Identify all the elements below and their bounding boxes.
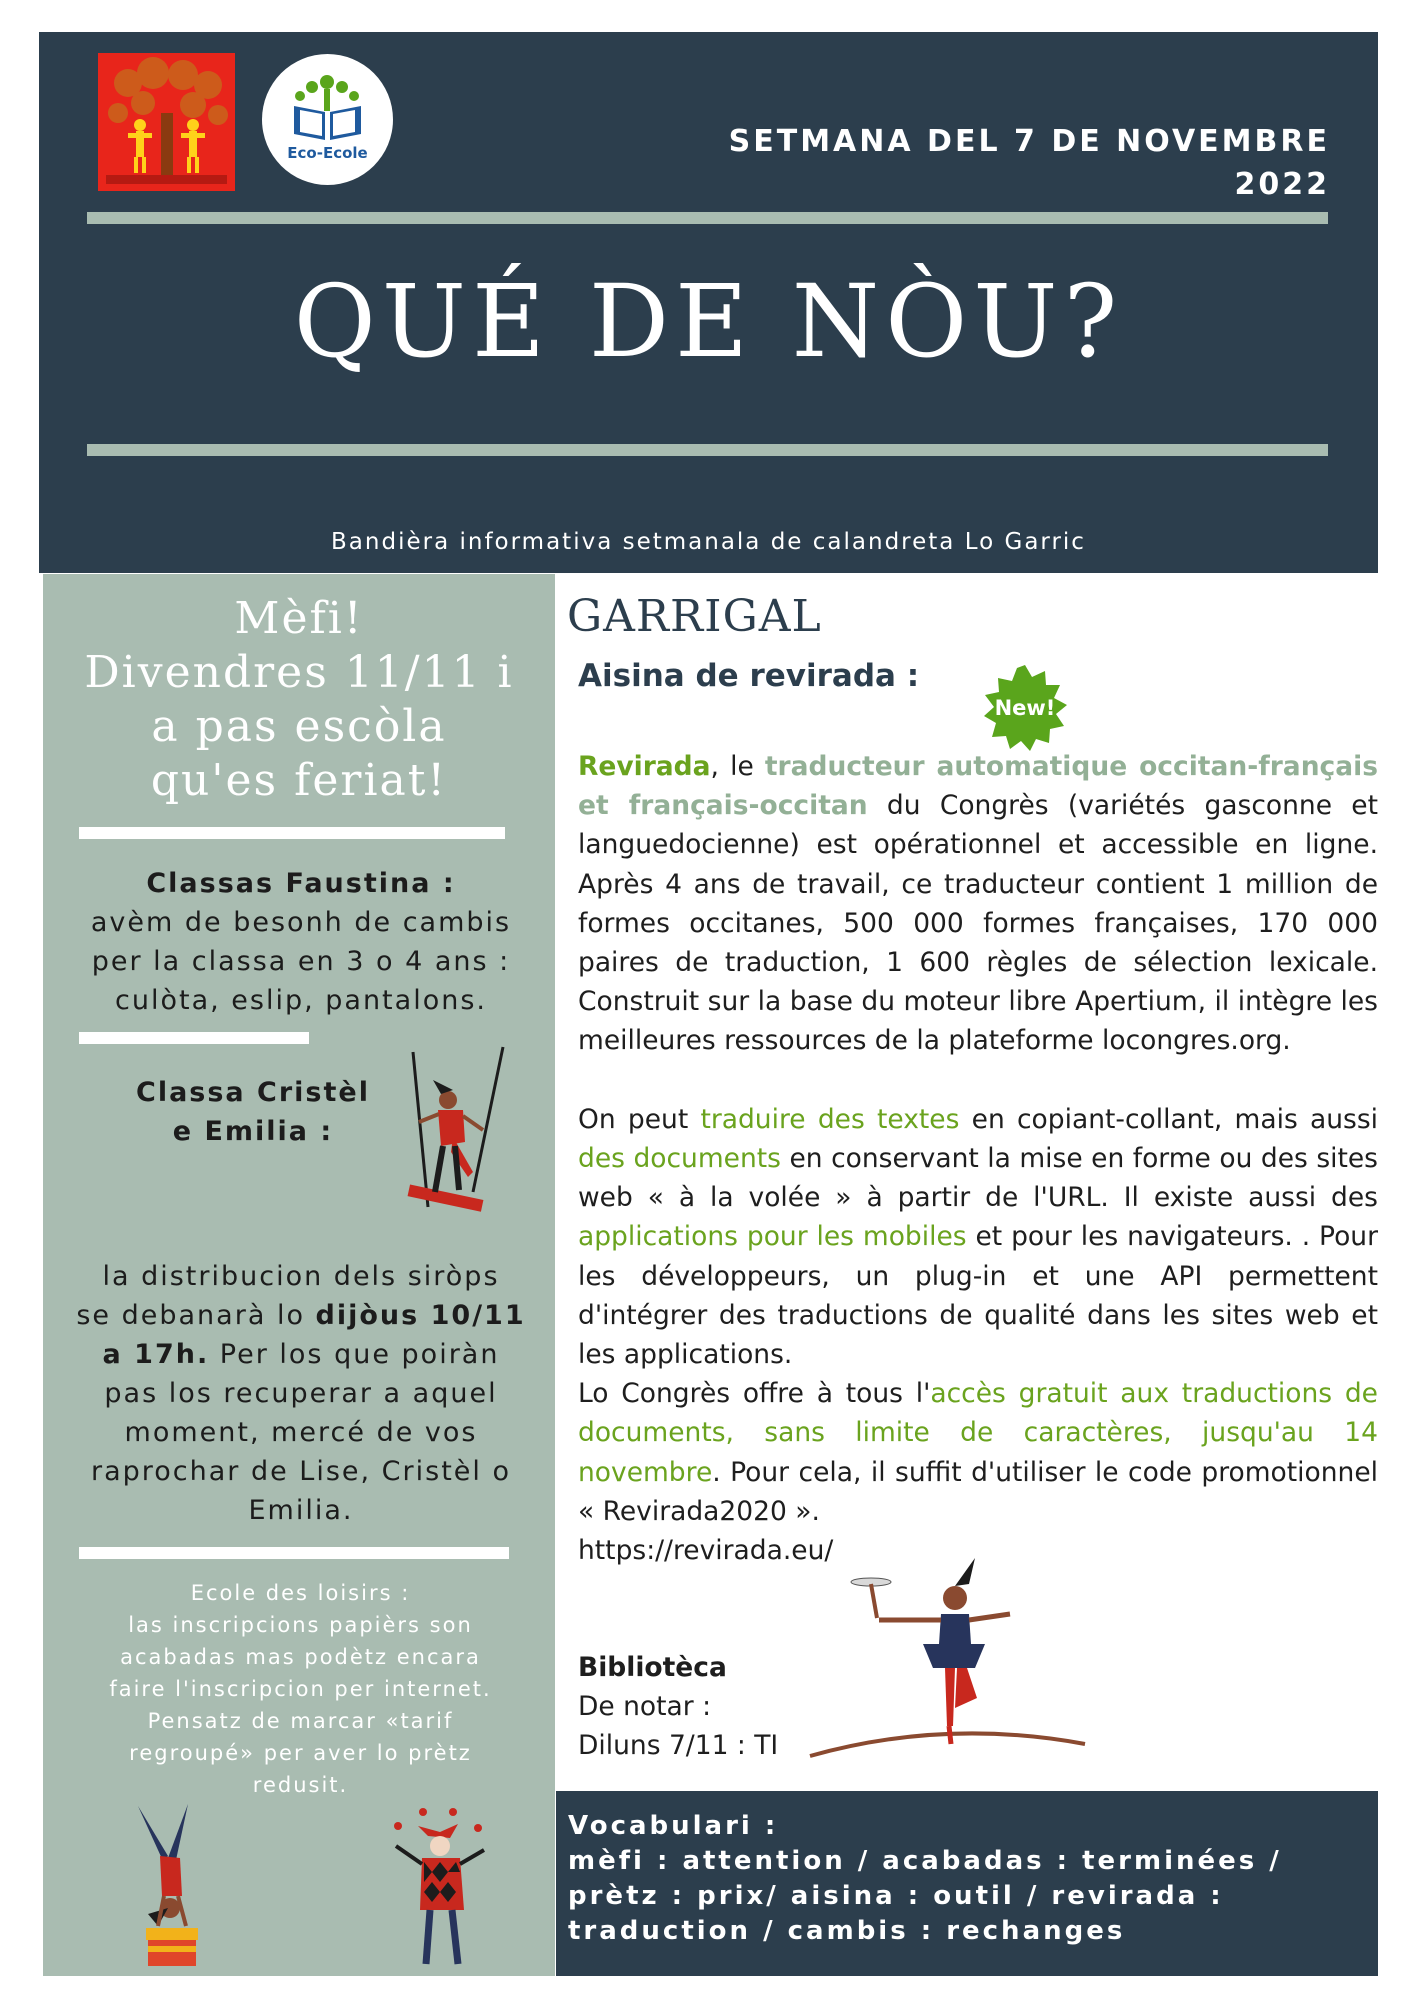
faustina-notice	[51, 864, 551, 1020]
vocabulary-list: mèfi : attention / acabadas : terminées / prètz : prix/ aisina : outil / revirada : traduction / cambis : rechanges	[568, 1846, 1282, 1946]
holiday-line: qu'es feriat!	[150, 755, 448, 806]
cristel-title	[123, 1073, 383, 1151]
holiday-line: Mèfi!	[234, 593, 364, 644]
sirops-line: moment, mercé de vos	[124, 1417, 478, 1448]
article-text: , le	[710, 751, 765, 782]
trapeze-artist-illustration	[373, 1042, 523, 1222]
loisirs-line: regroupé» per aver lo prètz	[129, 1741, 472, 1765]
loisirs-line: Ecole des loisirs :	[190, 1581, 411, 1605]
header-banner	[39, 32, 1378, 573]
week-line-1: SETMANA DEL 7 DE NOVEMBRE	[728, 124, 1330, 159]
vocabulary-title: Vocabulari :	[568, 1811, 779, 1841]
left-divider	[79, 1032, 309, 1044]
sirops-text: Per los que poiràn	[209, 1339, 500, 1370]
documents-link[interactable]: des documents	[578, 1143, 781, 1175]
sirops-time: a 17h.	[102, 1339, 210, 1370]
cristel-line: Classa Cristèl	[136, 1077, 370, 1108]
article-text: en copiant-collant, mais aussi	[959, 1103, 1379, 1135]
article-text: Lo Congrès offre à tous l'	[578, 1378, 931, 1410]
applications-link[interactable]: applications pour les mobiles	[578, 1221, 967, 1253]
holiday-line: Divendres 11/11 i	[84, 647, 514, 698]
new-badge	[982, 665, 1068, 751]
revirada-link[interactable]: Revirada	[578, 751, 711, 782]
sirops-notice	[51, 1257, 551, 1530]
jester-illustration	[378, 1806, 508, 1976]
left-divider	[79, 827, 505, 839]
sirops-date: dijòus 10/11	[315, 1300, 526, 1331]
sirops-line: la distribucion dels siròps	[102, 1261, 500, 1292]
biblioteca-line: De notar :	[578, 1691, 712, 1723]
faustina-line: avèm de besonh de cambis	[90, 907, 512, 938]
loisirs-line: faire l'inscripcion per internet.	[109, 1677, 492, 1701]
acces-gratuit-link[interactable]: accès gratuit aux traductions de documents, sans limite de caractères, jusqu'au 14 novembre	[578, 1378, 1378, 1488]
acrobat-illustration	[118, 1796, 228, 1971]
new-starburst-icon	[982, 665, 1068, 751]
vocabulary-box	[556, 1791, 1378, 1976]
faustina-line: culòta, eslip, pantalons.	[115, 985, 487, 1016]
loisirs-line: Pensatz de marcar «tarif	[147, 1709, 454, 1733]
tightrope-dancer-illustration	[805, 1548, 1090, 1780]
faustina-title: Classas Faustina :	[146, 868, 456, 899]
traduire-link[interactable]: traduire des textes	[700, 1103, 960, 1135]
week-date	[630, 120, 1330, 206]
eco-ecole-logo	[262, 54, 393, 185]
sirops-line: pas los recuperar a aquel	[104, 1378, 498, 1409]
left-column	[43, 574, 555, 1976]
article-paragraph	[578, 1374, 1378, 1531]
sirops-line: raprochar de Lise, Cristèl o	[90, 1456, 512, 1487]
sirops-line: Emilia.	[248, 1495, 354, 1526]
page-subtitle: Bandièra informativa setmanala de calandreta Lo Garric	[331, 529, 1086, 555]
article-paragraph	[578, 747, 1378, 1061]
article-text: . Pour cela, il suffit d'utiliser le code promotionnel « Revirada2020 ».	[578, 1456, 1378, 1527]
article-text: du Congrès (variétés gasconne et languedocienne) est opérationnel et accessible en ligne. Après 4 ans de travail, ce traducteur contient 1 million de formes occitanes, 500 000 formes françaises, 170 000 paires de traduction, 1 600 règles de sélection lexicale. Construit sur la base du moteur libre Apertium, il intègre les meilleures ressources de la plateforme locongres.org.	[578, 790, 1378, 1057]
section-title: GARRIGAL	[567, 591, 822, 642]
header-divider-top	[87, 212, 1328, 224]
week-line-2: 2022	[1234, 167, 1330, 202]
eco-ecole-label: Eco-Ecole	[287, 144, 368, 162]
loisirs-line: redusit.	[252, 1773, 349, 1797]
article-spacer	[578, 1061, 1378, 1100]
sirops-text: se debanarà lo	[76, 1300, 316, 1331]
cristel-line: e Emilia :	[172, 1116, 334, 1147]
sirops-line	[51, 1335, 551, 1374]
holiday-notice	[43, 592, 555, 808]
loisirs-line: las inscripcions papièrs son	[128, 1613, 473, 1637]
article-text: et pour les navigateurs. . Pour les développeurs, un plug-in et une API permettent d'intégrer des traductions de qualité dans les sites web et les applications.	[578, 1221, 1378, 1371]
traducteur-link[interactable]: traducteur automatique occitan-français et français-occitan	[578, 751, 1379, 822]
loisirs-notice	[63, 1577, 538, 1801]
faustina-line: per la classa en 3 o 4 ans :	[91, 946, 511, 977]
left-divider	[79, 1547, 509, 1559]
loisirs-line: acabadas mas podètz encara	[120, 1645, 481, 1669]
article-text: en conservant la mise en forme ou des sites web « à la volée » à partir de l'URL. Il existe aussi des	[578, 1143, 1378, 1214]
biblioteca-title: Bibliotèca	[578, 1652, 727, 1683]
revirada-url[interactable]: https://revirada.eu/	[578, 1535, 834, 1567]
header-divider-bottom	[87, 444, 1328, 456]
eco-ecole-icon	[262, 54, 393, 185]
biblioteca-line: Diluns 7/11 : TI	[578, 1730, 779, 1762]
article-body	[578, 747, 1378, 1570]
sirops-line	[51, 1296, 551, 1335]
article-paragraph	[578, 1100, 1378, 1374]
article-text: On peut	[578, 1103, 701, 1135]
new-badge-label: New!	[994, 696, 1056, 720]
section-subheading: Aisina de revirada :	[578, 658, 920, 694]
page-title: QUÉ DE NÒU?	[293, 263, 1124, 380]
calandreta-logo-icon	[98, 53, 235, 191]
holiday-line: a pas escòla	[151, 701, 447, 752]
